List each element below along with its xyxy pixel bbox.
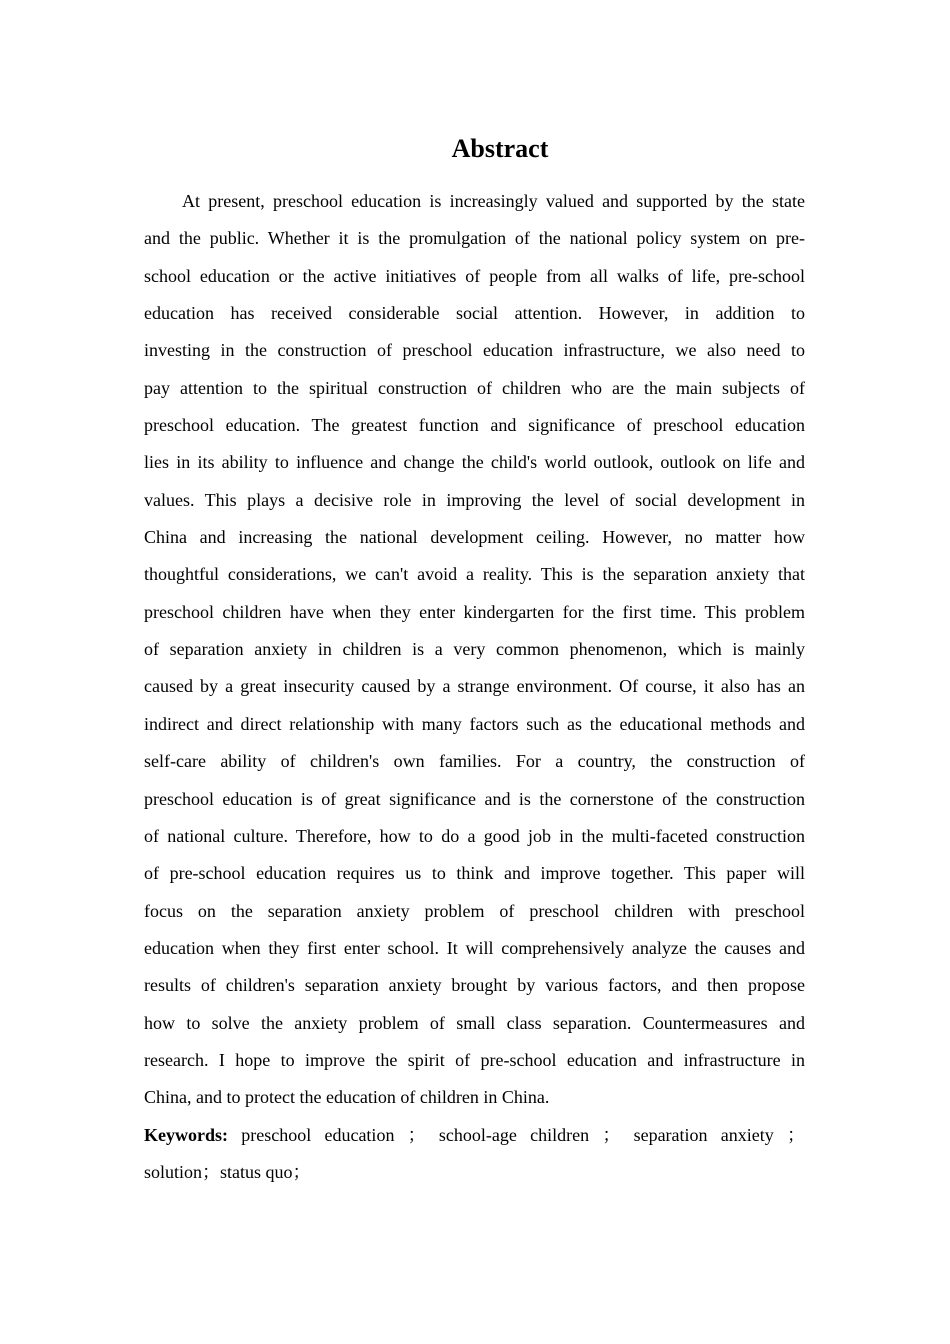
- text-line: values. This plays a decisive role in improving the level of social development in: [144, 489, 805, 510]
- keywords-label: Keywords:: [144, 1124, 228, 1145]
- text-line: how to solve the anxiety problem of small class separation. Countermeasures and: [144, 1012, 805, 1033]
- text-line: focus on the separation anxiety problem of preschool children with preschool: [144, 900, 805, 921]
- text-line: of pre-school education requires us to think and improve together. This paper will: [144, 863, 805, 884]
- text-line: school education or the active initiatives of people from all walks of life, pre-school: [144, 265, 805, 286]
- keywords-line: [144, 1117, 805, 1154]
- text-line: caused by a great insecurity caused by a strange environment. Of course, it also has an: [144, 676, 805, 697]
- text-line: education has received considerable social attention. However, in addition to: [144, 303, 805, 324]
- text-line: preschool children have when they enter kindergarten for the first time. This problem: [144, 601, 805, 622]
- text-line: of separation anxiety in children is a very common phenomenon, which is mainly: [144, 639, 805, 660]
- text-line: indirect and direct relationship with many factors such as the educational methods and: [144, 713, 805, 734]
- keywords-list: preschool education ； school-age children ； separation anxiety ；: [241, 1124, 806, 1145]
- text-line: of national culture. Therefore, how to do a good job in the multi-faceted construction: [144, 825, 805, 846]
- text-line: results of children's separation anxiety brought by various factors, and then propose: [144, 975, 805, 996]
- text-line: research. I hope to improve the spirit of pre-school education and infrastructure in: [144, 1049, 805, 1070]
- abstract-body: [144, 183, 805, 1191]
- text-line: preschool education is of great significance and is the cornerstone of the construction: [144, 788, 805, 809]
- text-line: self-care ability of children's own families. For a country, the construction of: [144, 751, 805, 772]
- text-line: China, and to protect the education of children in China.: [144, 1087, 550, 1108]
- text-line: thoughtful considerations, we can't avoid a reality. This is the separation anxiety that: [144, 564, 805, 585]
- text-line: and the public. Whether it is the promulgation of the national policy system on pre-: [144, 228, 805, 249]
- text-line: education when they first enter school. It will comprehensively analyze the causes and: [144, 937, 805, 958]
- text-line: pay attention to the spiritual construction of children who are the main subjects of: [144, 377, 805, 398]
- keywords-line-continued: solution；status quo；: [144, 1161, 311, 1182]
- abstract-title: Abstract: [451, 134, 549, 163]
- text-line: China and increasing the national development ceiling. However, no matter how: [144, 527, 805, 548]
- text-line: At present, preschool education is increasingly valued and supported by the state: [182, 191, 805, 211]
- text-line: preschool education. The greatest function and significance of preschool education: [144, 415, 805, 436]
- text-line: investing in the construction of preschool education infrastructure, we also need to: [144, 340, 805, 361]
- text-line: lies in its ability to influence and change the child's world outlook, outlook on life and: [144, 452, 805, 473]
- abstract-paragraph: [144, 183, 805, 1117]
